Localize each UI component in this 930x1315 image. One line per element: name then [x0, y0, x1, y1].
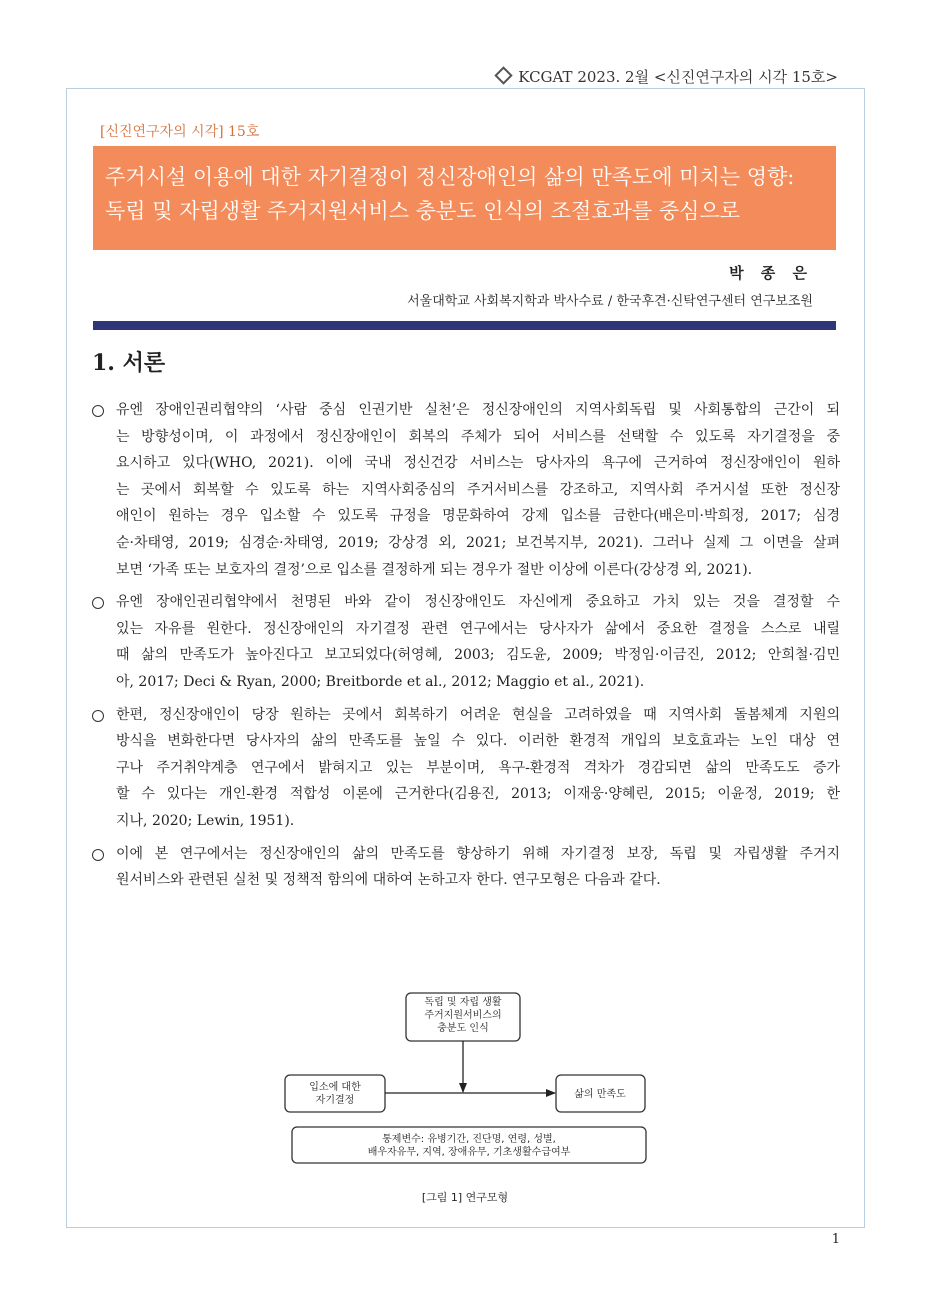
text-line: 애인이 원하는 경우 입소할 수 있도록 규정을 명문화하여 강제 입소를 금한다(배은미·박희정, 2017; 심경 — [116, 508, 840, 525]
text-line: 있는 자유를 원한다. 정신장애인의 자기결정 관련 연구에서는 당사자가 삶에서 중요한 결정을 스스로 내릴 — [116, 620, 840, 637]
text-line: 한편, 정신장애인이 당장 원하는 곳에서 회복하기 어려운 현실을 고려하였을 때 지역사회 돌봄체계 지원의 — [116, 706, 840, 723]
text-line: 이에 본 연구에서는 정신장애인의 삶의 만족도를 향상하기 위해 자기결정 보장, 독립 및 자립생활 주거지 — [116, 845, 840, 862]
text-line: 구나 주거취약계층 연구에서 밝혀지고 있는 부분이며, 욕구-환경적 격차가 경감되면 삶의 만족도도 증가 — [116, 759, 840, 776]
text-line: 할 수 있다는 개인-환경 적합성 이론에 근거한다(김용진, 2013; 이재웅·양혜린, 2015; 이윤정, 2019; 한 — [116, 786, 840, 803]
text-line: 유엔 장애인권리협약의 ‘사람 중심 인권기반 실천’은 정신장애인의 지역사회독립 및 사회통합의 근간이 되 — [116, 402, 840, 418]
page-number: 1 — [831, 1232, 840, 1247]
text-line: 때 삶의 만족도가 높아진다고 보고되었다(허영혜, 2003; 김도윤, 2009; 박정임·이금진, 2012; 안희철·김민 — [116, 647, 840, 664]
author-affiliation: 서울대학교 사회복지학과 박사수료 / 한국후견·신탁연구센터 연구보조원 — [407, 294, 813, 309]
text-line: 유엔 장애인권리협약에서 천명된 바와 같이 정신장애인도 자신에게 중요하고 가치 있는 것을 결정할 수 — [116, 594, 840, 611]
title-line-1: 주거시설 이용에 대한 자기결정이 정신장애인의 삶의 만족도에 미치는 영향: — [105, 165, 795, 189]
text-line: 는 방향성이며, 이 과정에서 정신장애인이 회복의 주체가 되어 서비스를 선택할 수 있도록 자기결정을 중 — [116, 428, 840, 445]
title-line-2: 독립 및 자립생활 주거지원서비스 충분도 인식의 조절효과를 중심으로 — [105, 199, 741, 223]
text-line: 방식을 변화한다면 당사자의 삶의 만족도를 높일 수 있다. 이러한 환경적 개입의 보호효과는 노인 대상 연 — [116, 733, 840, 750]
text-line: 지나, 2020; Lewin, 1951). — [116, 812, 295, 829]
figure-caption: [그림 1] 연구모형 — [421, 1191, 509, 1204]
author-name: 박 종 은 — [729, 264, 813, 282]
section-heading: 1. 서론 — [92, 350, 166, 376]
text-line: 는 곳에서 회복할 수 있도록 하는 지역사회중심의 주거서비스를 강조하고, 지역사회 주거시설 또한 정신장 — [116, 481, 840, 498]
moderator-text: 충분도 인식 — [437, 1023, 489, 1034]
text-line: 보면 ‘가족 또는 보호자의 결정’으로 입소를 결정하게 되는 경우가 절반 이상에 이른다(강상경 외, 2021). — [116, 561, 753, 578]
control-variables-text: 통제변수: 유병기간, 진단명, 연령, 성별, — [382, 1134, 556, 1145]
moderator-text: 주거지원서비스의 — [424, 1010, 502, 1021]
text-line: 원서비스와 관련된 실천 및 정책적 함의에 대하여 논하고자 한다. 연구모형은 다음과 같다. — [116, 872, 661, 889]
independent-variable-text: 자기결정 — [315, 1095, 355, 1106]
running-head-text: KCGAT 2023. 2월 <신진연구자의 시각 15호> — [518, 68, 838, 86]
text-line: 순·차태영, 2019; 심경순·차태영, 2019; 강상경 외, 2021; 보건복지부, 2021). 그러나 실제 그 이면을 살펴 — [116, 534, 840, 551]
text-line: 요시하고 있다(WHO, 2021). 이에 국내 정신건강 서비스는 당사자의 욕구에 근거하여 정신장애인이 원하 — [116, 455, 840, 472]
dependent-variable-text: 삶의 만족도 — [574, 1089, 626, 1100]
independent-variable-text: 입소에 대한 — [309, 1082, 361, 1093]
text-line: 아, 2017; Deci & Ryan, 2000; Breitborde et al., 2012; Maggio et al., 2021). — [116, 673, 645, 690]
control-variables-text: 배우자유무, 지역, 장애유무, 기초생활수급여부 — [367, 1147, 571, 1158]
moderator-text: 독립 및 자립 생활 — [424, 997, 502, 1008]
series-label: [신진연구자의 시각] 15호 — [100, 124, 260, 140]
independent-variable-box — [285, 1075, 385, 1112]
